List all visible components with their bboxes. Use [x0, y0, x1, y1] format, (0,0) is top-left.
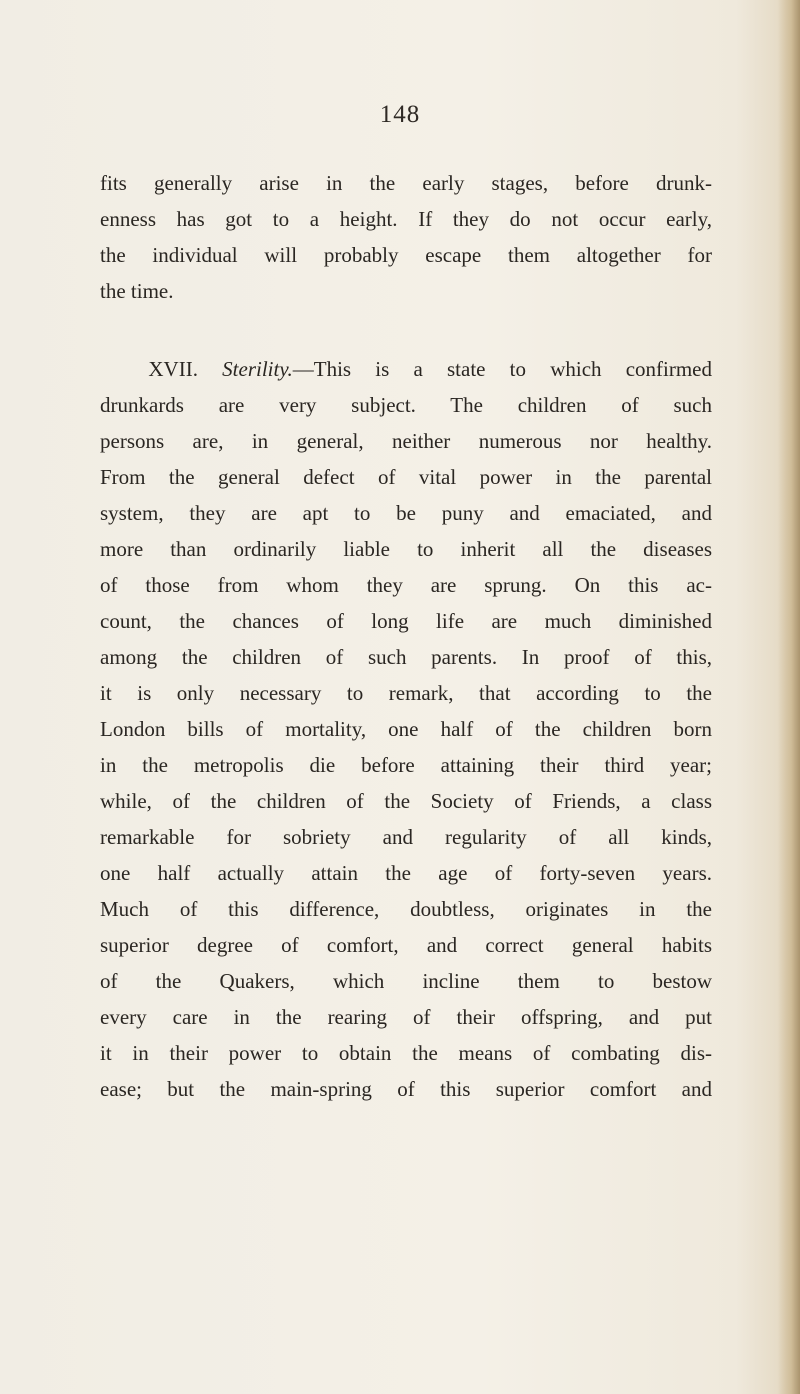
- text-line: London bills of mortality, one half of the children born: [100, 717, 712, 741]
- text-line: every care in the rearing of their offspring, and put: [100, 1005, 712, 1029]
- text-line: Much of this difference, doubtless, originates in the: [100, 897, 712, 921]
- text-line: drunkards are very subject. The children of such: [100, 393, 712, 417]
- section-heading-line: [100, 351, 712, 387]
- text-line: enness has got to a height. If they do not occur early,: [100, 207, 712, 231]
- paragraph-1: [100, 165, 712, 309]
- text-line: it in their power to obtain the means of combating dis-: [100, 1041, 712, 1065]
- text-line: in the metropolis die before attaining their third year;: [100, 753, 712, 777]
- text-line: persons are, in general, neither numerous nor healthy.: [100, 429, 712, 453]
- text-line: while, of the children of the Society of Friends, a class: [100, 789, 712, 813]
- text-line: From the general defect of vital power in the parental: [100, 465, 712, 489]
- text-line: the time.: [100, 279, 174, 303]
- text-line: of those from whom they are sprung. On this ac-: [100, 573, 712, 597]
- text-line: count, the chances of long life are much diminished: [100, 609, 712, 633]
- text-line: superior degree of comfort, and correct general habits: [100, 933, 712, 957]
- section-number: XVII.: [148, 357, 198, 381]
- text-line: remarkable for sobriety and regularity of all kinds,: [100, 825, 712, 849]
- page-number: 148: [379, 101, 421, 128]
- text-line: it is only necessary to remark, that according to the: [100, 681, 712, 705]
- text-line: one half actually attain the age of forty-seven years.: [100, 861, 712, 885]
- text-line: system, they are apt to be puny and emaciated, and: [100, 501, 712, 525]
- text-line: of the Quakers, which incline them to bestow: [100, 969, 712, 993]
- section-heading-text: —This is a state to which confirmed: [292, 357, 713, 381]
- body-text: [100, 165, 712, 1107]
- text-line: more than ordinarily liable to inherit all the diseases: [100, 537, 712, 561]
- paragraph-2: [100, 351, 712, 1107]
- text-line: fits generally arise in the early stages, before drunk-: [100, 171, 712, 195]
- text-line: the individual will probably escape them altogether for: [100, 243, 712, 267]
- text-line: ease; but the main-spring of this superior comfort and: [100, 1077, 712, 1101]
- text-line: among the children of such parents. In proof of this,: [100, 645, 712, 669]
- page-edge-shading: [778, 0, 800, 1394]
- section-title: Sterility.: [222, 357, 293, 381]
